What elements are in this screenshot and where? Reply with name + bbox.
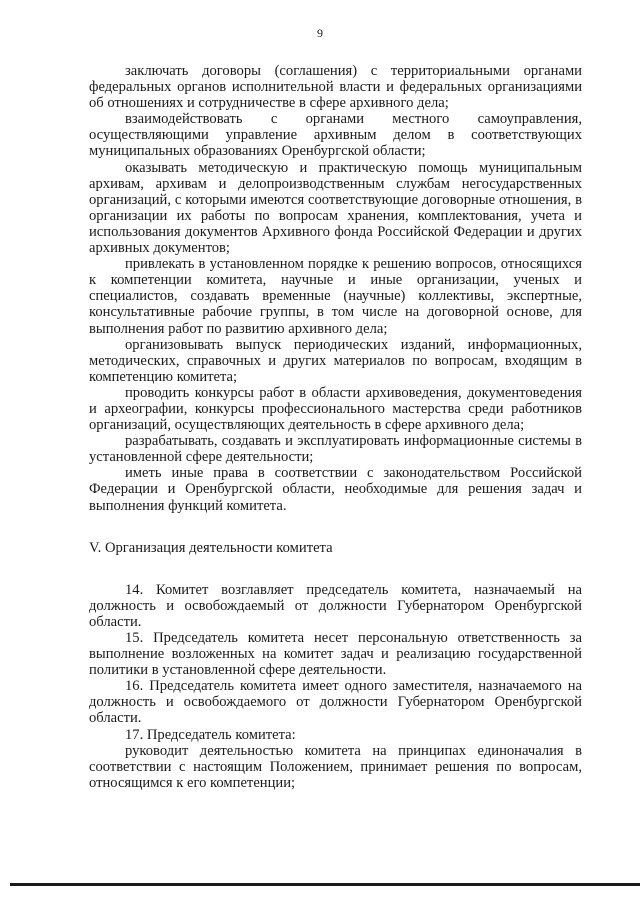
paragraph: проводить конкурсы работ в области архивоведения, документоведения и археографии, конкурсы профессионального мастерства среди работников организаций, осуществляющих деятельность в сфере архивного дела;	[89, 384, 582, 434]
paragraph: заключать договоры (соглашения) с территориальными органами федеральных органов исполнительной власти и федеральных организациями об отношениях и сотрудничестве в сфере архивного дела;	[89, 63, 582, 112]
paragraph: организовывать выпуск периодических изданий, информационных, методических, справочных и других материалов по вопросам, входящим в компетенцию комитета;	[89, 336, 582, 385]
clause-15: 15. Председатель комитета несет персональную ответственность за выполнение возложенных на комитет задач и реализацию государственной политики в установленной сфере деятельности.	[89, 630, 582, 679]
bottom-rule	[10, 883, 640, 886]
paragraph: разрабатывать, создавать и эксплуатировать информационные системы в установленной сфере деятельности;	[89, 433, 582, 466]
paragraph: привлекать в установленном порядке к решению вопросов, относящихся к компетенции комитета, научные и иные организации, ученых и специалистов, создавать временные (научные) коллективы, экспертные, консультативные рабочие группы, в том числе на договорной основе, для выполнения работ по развитию архивного дела;	[89, 256, 582, 337]
clause-17: 17. Председатель комитета:	[125, 726, 296, 743]
clause-17-item: руководит деятельностью комитета на принципах единоначалия в соответствии с настоящим Положением, принимает решения по вопросам, относящимся к его компетенции;	[89, 742, 582, 791]
paragraph: взаимодействовать с органами местного самоуправления, осуществляющими управление архивным делом в соответствующих муниципальных образованиях Оренбургской области;	[89, 111, 582, 160]
clause-14: 14. Комитет возглавляет председатель комитета, назначаемый на должность и освобождаемый от должности Губернатором Оренбургской области.	[89, 581, 582, 630]
paragraph: оказывать методическую и практическую помощь муниципальным архивам, архивам и делопроизводственным службам негосударственных организаций, с которыми имеются соответствующие договорные отношения, в организации их работы по вопросам хранения, комплектования, учета и использования документов Архивного фонда Российской Федерации и других архивных документов;	[89, 159, 582, 257]
clause-16: 16. Председатель комитета имеет одного заместителя, назначаемого на должность и освобождаемого от должности Губернатором Оренбургской области.	[89, 678, 582, 727]
section-heading: V. Организация деятельности комитета	[89, 539, 333, 556]
page-number: 9	[317, 26, 323, 40]
document-body	[89, 63, 582, 791]
paragraph: иметь иные права в соответствии с законодательством Российской Федерации и Оренбургской области, необходимые для решения задач и выполнения функций комитета.	[89, 465, 582, 514]
